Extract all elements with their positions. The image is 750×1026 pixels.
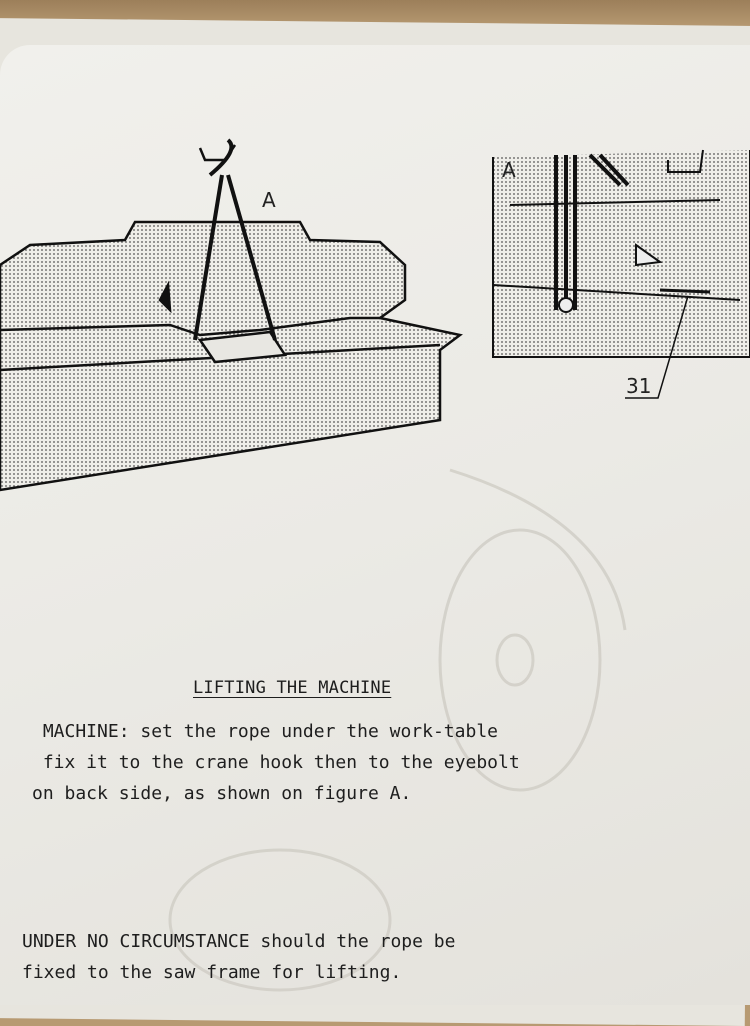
paragraph-line: MACHINE: set the rope under the work-table xyxy=(32,721,498,742)
figure-main-label: A xyxy=(262,188,276,212)
instruction-paragraph xyxy=(32,716,520,809)
figure-inset-label: A xyxy=(502,158,516,182)
machine-drawing xyxy=(0,222,460,490)
warning-paragraph xyxy=(22,926,455,988)
warning-line: fixed to the saw frame for lifting. xyxy=(22,962,402,983)
warning-line: UNDER NO CIRCUMSTANCE should the rope be xyxy=(22,931,456,952)
section-title: LIFTING THE MACHINE xyxy=(193,678,392,698)
callout-number: 31 xyxy=(626,374,652,398)
paragraph-line: on back side, as shown on figure A. xyxy=(32,783,412,804)
paragraph-line: fix it to the crane hook then to the eyebolt xyxy=(32,752,520,773)
inset-drawing xyxy=(493,150,750,398)
